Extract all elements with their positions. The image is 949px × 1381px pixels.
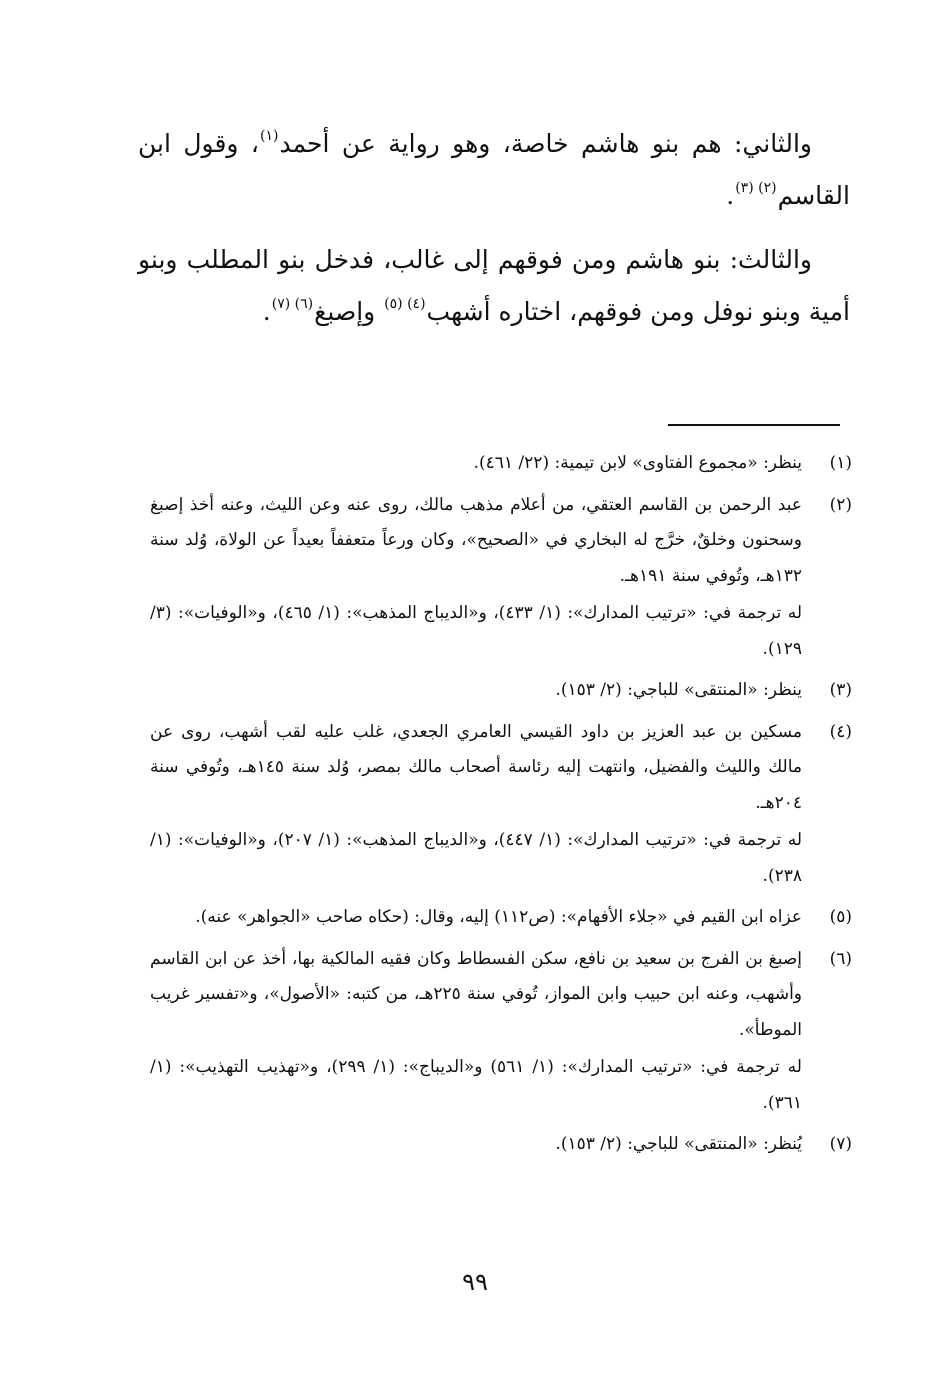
- footnote-text: له ترجمة في: «ترتيب المدارك»: (١/ ٤٤٧)، و«الديباج المذهب»: (١/ ٢٠٧)، و«الوفيات»: (١/ ٢٣٨).: [150, 830, 802, 886]
- footnote-ref: (١): [260, 128, 279, 144]
- footnote-number: (٤): [829, 721, 852, 742]
- footnote-number: (٣): [829, 680, 852, 700]
- paragraph-second-opinion: والثاني: هم بنو هاشم خاصة، وهو رواية عن أحمد$^{(١)}$، وقول ابن القاسم$^{(٢) (٣)}$.: [138, 128, 850, 210]
- footnote-4: [150, 715, 852, 901]
- main-text: [138, 118, 850, 350]
- footnote-text: ينظر: «المنتقى» للباجي: (٢/ ١٥٣).: [555, 680, 802, 700]
- footnotes: [150, 446, 852, 1165]
- page-number: ٩٩: [462, 1268, 488, 1296]
- footnote-1: [150, 446, 852, 488]
- footnote-text: مسكين بن عبد العزيز بن داود القيسي العامري الجعدي، غلب عليه لقب أشهب، روى عن مالك والليث والفضيل، وانتهت إليه رئاسة أصحاب مالك بمصر، وُلد سنة ١٤٥هـ، وتُوفي سنة ٢٠٤هـ.: [150, 721, 802, 813]
- footnote-3: [150, 673, 852, 715]
- footnote-number: (٢): [829, 494, 852, 515]
- footnote-6: [150, 942, 852, 1128]
- footnote-text: عبد الرحمن بن القاسم العتقي، من أعلام مذهب مالك، روى عنه وعن الليث، وعنه أخذ إصبغ وسحنون وخلقٌ، خرَّج له البخاري في «الصحيح»، وكان ورعاً متعففاً بعيداً عن الولاة، وُلد سنة ١٣٢هـ، وتُوفي سنة ١٩١هـ.: [150, 494, 802, 586]
- footnote-separator: [668, 424, 840, 426]
- footnote-text: له ترجمة في: «ترتيب المدارك»: (١/ ٤٣٣)، و«الديباج المذهب»: (١/ ٤٦٥)، و«الوفيات»: (٣/ ١٢٩).: [150, 603, 802, 659]
- footnote-ref: (٦) (٧): [271, 296, 314, 312]
- footnote-number: (٥): [829, 907, 852, 927]
- footnote-number: (٦): [829, 948, 852, 969]
- footnote-number: (١): [829, 453, 852, 473]
- footnote-ref: (٤) (٥): [384, 296, 426, 312]
- footnote-number: (٧): [829, 1134, 852, 1154]
- footnote-7: [150, 1127, 852, 1165]
- footnote-text: له ترجمة في: «ترتيب المدارك»: (١/ ٥٦١) و«الديباج»: (١/ ٢٩٩)، و«تهذيب التهذيب»: (١/ ٣٦١).: [150, 1057, 802, 1113]
- footnote-text: إصبغ بن الفرج بن سعيد بن نافع، سكن الفسطاط وكان فقيه المالكية بها، أخذ عن ابن القاسم وأشهب، وعنه ابن حبيب وابن المواز، تُوفي سنة ٢٢٥هـ، من كتبه: «الأصول»، و«تفسير غريب الموطأ».: [150, 948, 802, 1040]
- footnote-text: ينظر: «مجموع الفتاوى» لابن تيمية: (٢٢/ ٤٦١).: [473, 453, 802, 473]
- footnote-text: عزاه ابن القيم في «جلاء الأفهام»: (ص١١٢) إليه، وقال: (حكاه صاحب «الجواهر» عنه).: [195, 907, 802, 927]
- footnote-text: يُنظر: «المنتقى» للباجي: (٢/ ١٥٣).: [555, 1134, 802, 1154]
- footnote-5: [150, 900, 852, 942]
- footnote-2: [150, 488, 852, 674]
- paragraph-third-opinion: والثالث: بنو هاشم ومن فوقهم إلى غالب، فدخل بنو المطلب وبنو أمية وبنو نوفل ومن فوقهم، اختاره أشهب$^{(٤) (٥)}$ وإصبغ$^{(٦) (٧)}$.: [138, 245, 850, 326]
- footnote-ref: (٢) (٣): [735, 180, 777, 196]
